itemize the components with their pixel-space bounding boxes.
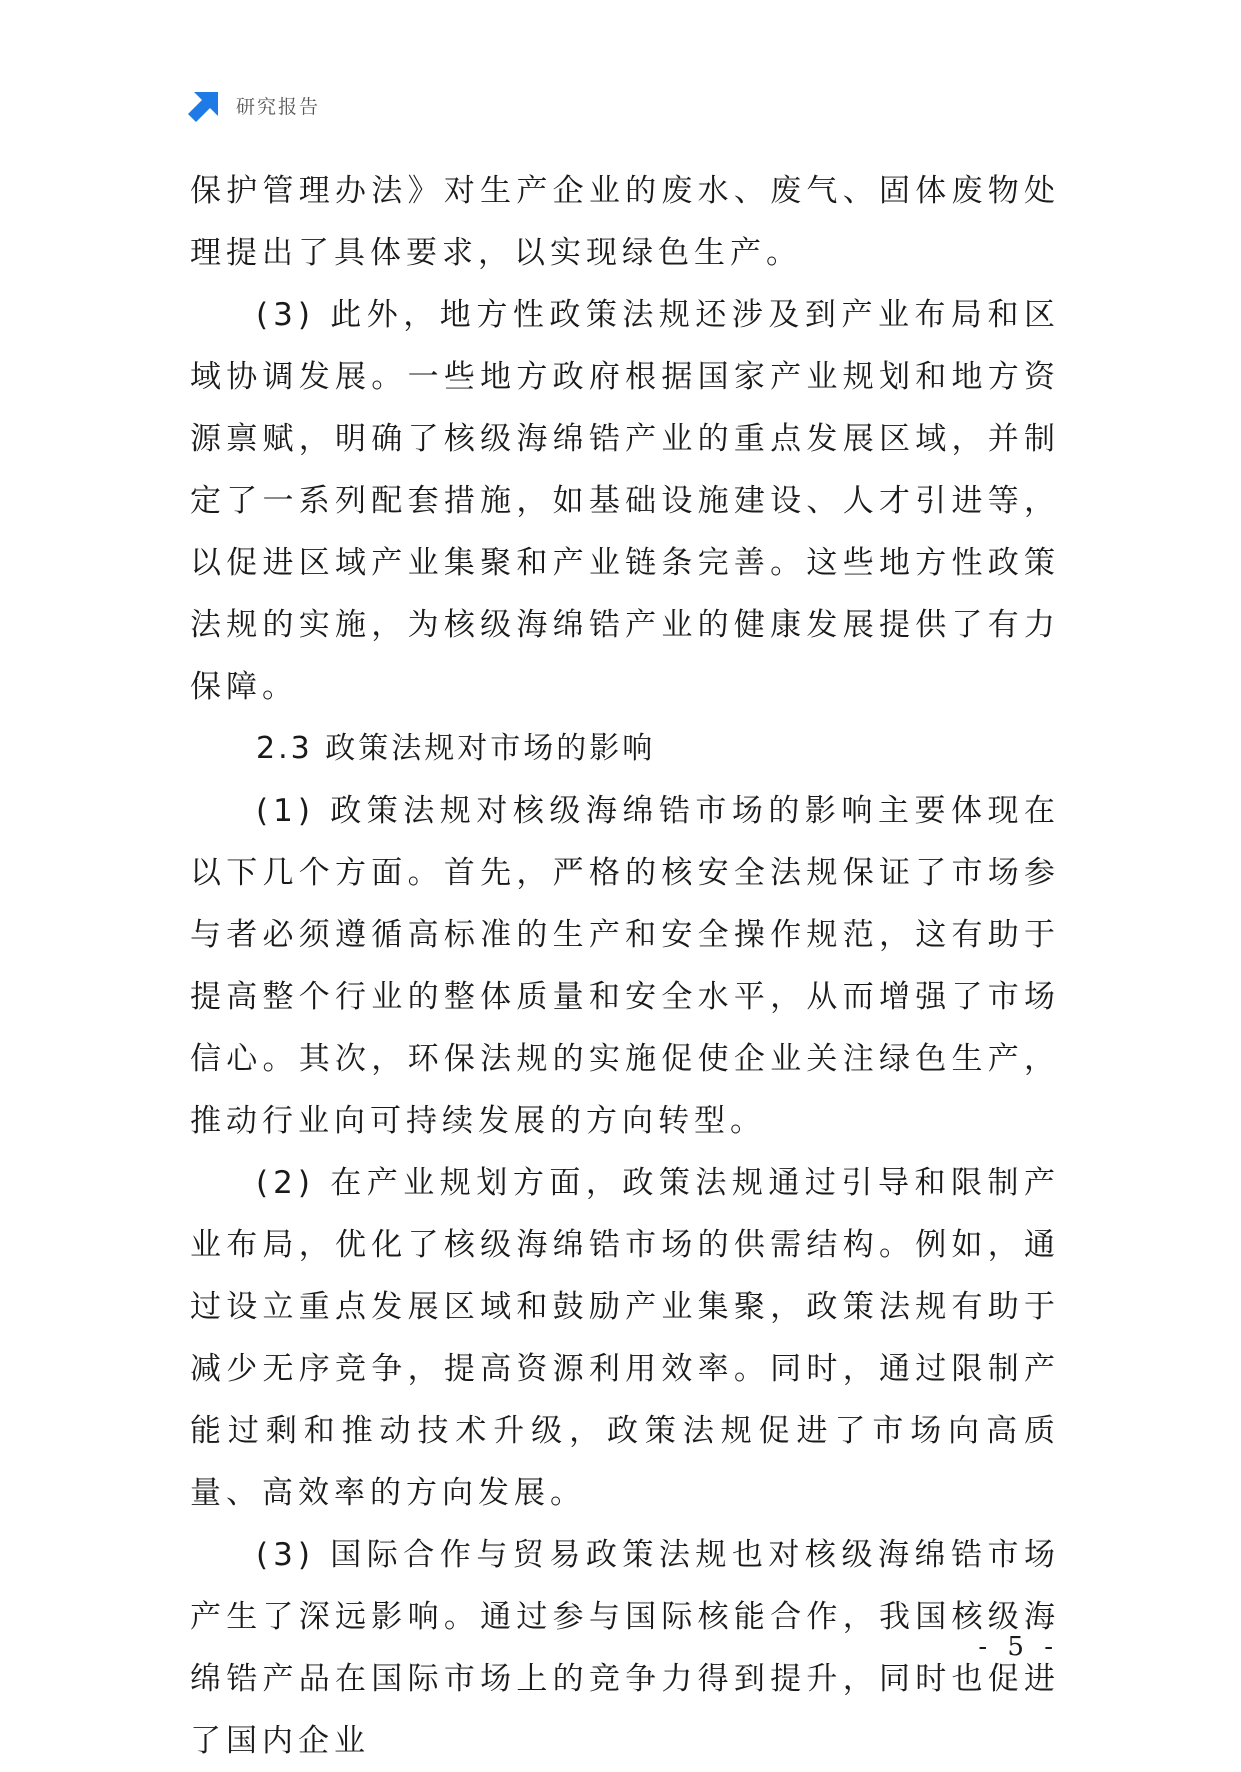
header-title: 研究报告 [236,95,321,118]
section-heading: 2.3 政策法规对市场的影响 [256,731,656,766]
paragraph-market-impact-1: (1) 政策法规对核级海绵锆市场的影响主要体现在以下几个方面。首先，严格的核安全法规保证了市场参与者必须遵循高标准的生产和安全操作规范，这有助于提高整个行业的整体质量和安全水平，从而增强了市场信心。其次，环保法规的实施促使企业关注绿色生产，推动行业向可持续发展的方向转型。 [190,793,1060,1139]
page-number: - 5 - [978,1632,1059,1662]
paragraph-market-impact-3: (3) 国际合作与贸易政策法规也对核级海绵锆市场产生了深远影响。通过参与国际核能合作，我国核级海绵锆产品在国际市场上的竞争力得到提升，同时也促进了国内企业 [190,1537,1060,1759]
paragraph-continued: 保护管理办法》对生产企业的废水、废气、固体废物处理提出了具体要求，以实现绿色生产。 [190,173,1060,271]
arrow-up-right-icon [188,88,222,122]
document-body [190,160,1060,1772]
paragraph-market-impact-2: (2) 在产业规划方面，政策法规通过引导和限制产业布局，优化了核级海绵锆市场的供需结构。例如，通过设立重点发展区域和鼓励产业集聚，政策法规有助于减少无序竞争，提高资源利用效率。同时，通过限制产能过剩和推动技术升级，政策法规促进了市场向高质量、高效率的方向发展。 [190,1165,1060,1511]
paragraph-local-policy: (3) 此外，地方性政策法规还涉及到产业布局和区域协调发展。一些地方政府根据国家产业规划和地方资源禀赋，明确了核级海绵锆产业的重点发展区域，并制定了一系列配套措施，如基础设施建设、人才引进等，以促进区域产业集聚和产业链条完善。这些地方性政策法规的实施，为核级海绵锆产业的健康发展提供了有力保障。 [190,297,1060,705]
page-header [188,88,320,122]
